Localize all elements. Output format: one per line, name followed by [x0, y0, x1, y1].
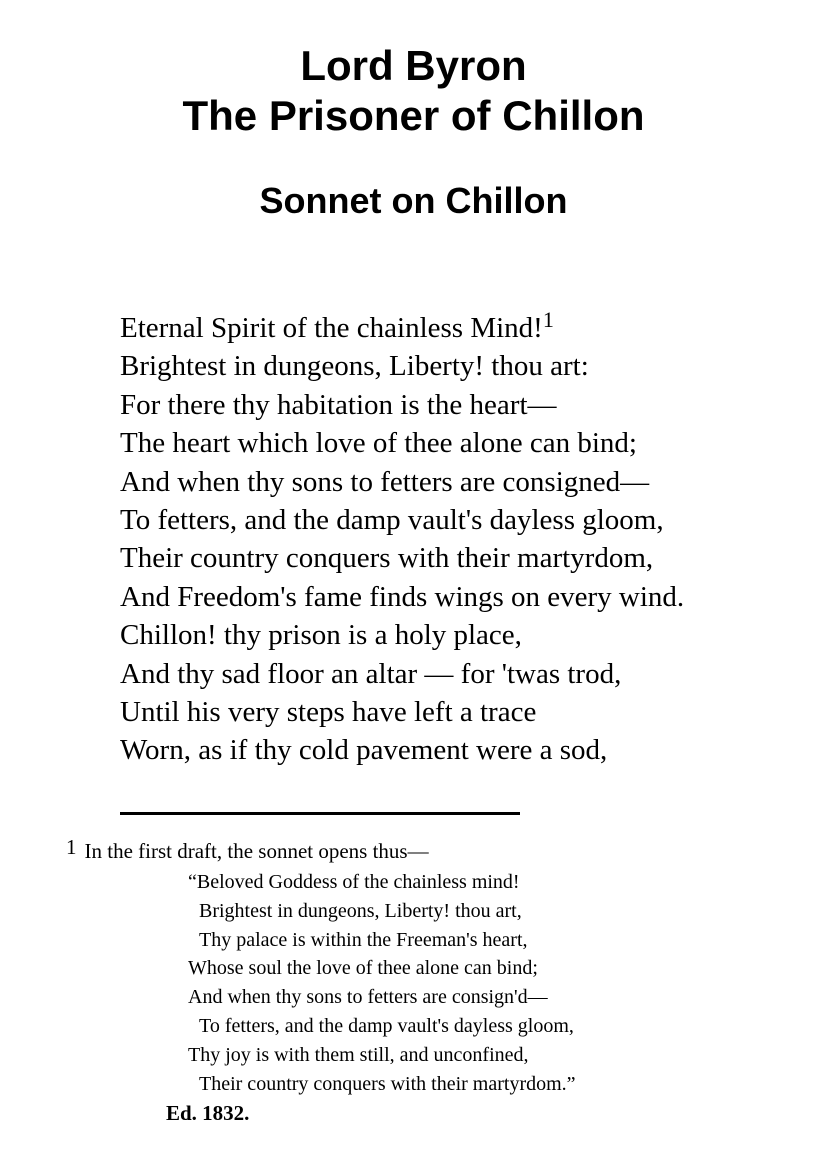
poem-line-text: Eternal Spirit of the chainless Mind!: [120, 312, 543, 344]
poem-line: The heart which love of thee alone can bind;: [120, 427, 637, 460]
poem-line: Worn, as if thy cold pavement were a sod,: [120, 734, 608, 767]
footnote-quote-line: And when thy sons to fetters are consign'd—: [188, 986, 548, 1009]
poem-line: Until his very steps have left a trace: [120, 696, 537, 729]
poem-line: And when thy sons to fetters are consigned—: [120, 465, 650, 498]
poem-body: [120, 309, 684, 770]
poem-line: Chillon! thy prison is a holy place,: [120, 619, 522, 652]
footnote-quote-line: “Beloved Goddess of the chainless mind!: [188, 871, 520, 893]
author-heading: Lord Byron: [300, 42, 527, 89]
poem-line: To fetters, and the damp vault's dayless gloom,: [120, 504, 664, 537]
footnote-quote: [188, 868, 576, 1098]
footnote-reference[interactable]: 1: [542, 307, 554, 332]
poem-line: And Freedom's fame finds wings on every wind.: [120, 580, 685, 613]
poem-line: [120, 309, 684, 347]
footnote-quote-line: Thy joy is with them still, and unconfined,: [188, 1043, 529, 1066]
footnote-quote-line: To fetters, and the damp vault's dayless gloom,: [199, 1014, 574, 1037]
footnote-quote-line: Their country conquers with their martyrdom.”: [199, 1072, 576, 1095]
work-title: The Prisoner of Chillon: [182, 92, 645, 139]
footnote-marker: 1: [66, 835, 77, 859]
footnote-intro: In the first draft, the sonnet opens thus—: [84, 839, 429, 863]
footnote-divider: [120, 812, 520, 815]
footnote-quote-line: Thy palace is within the Freeman's heart,: [199, 928, 528, 951]
footnote-quote-line: Whose soul the love of thee alone can bind;: [188, 957, 538, 980]
poem-line: Their country conquers with their martyrdom,: [120, 542, 654, 575]
poem-line: And thy sad floor an altar — for 'twas trod,: [120, 657, 622, 690]
footnote: [66, 836, 429, 866]
poem-line: Brightest in dungeons, Liberty! thou art:: [120, 350, 589, 383]
section-title: Sonnet on Chillon: [259, 180, 568, 221]
footnote-quote-line: Brightest in dungeons, Liberty! thou art,: [199, 899, 522, 922]
poem-line: For there thy habitation is the heart—: [120, 388, 557, 421]
edition-note: Ed. 1832.: [166, 1101, 250, 1125]
